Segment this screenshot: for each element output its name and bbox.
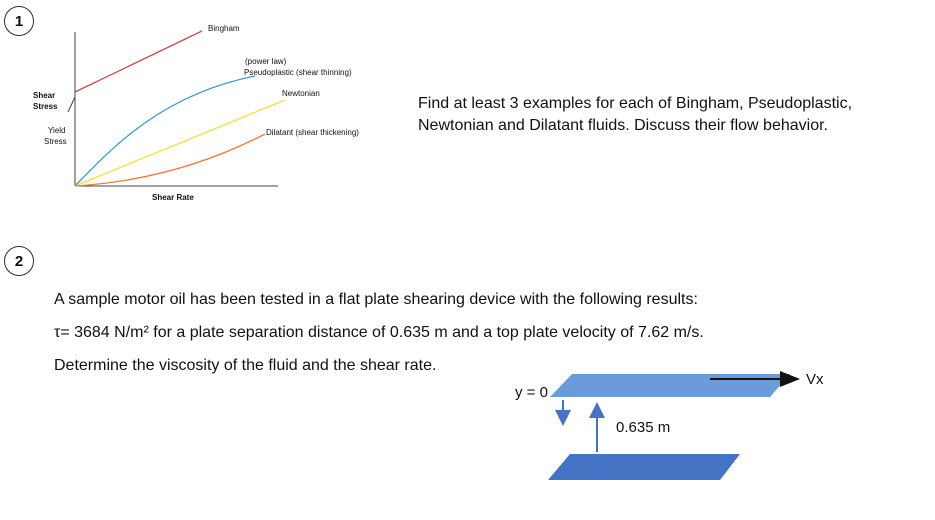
series-label-dilatant: Dilatant (shear thickening) <box>266 128 359 137</box>
shear-stress-pointer <box>68 97 75 112</box>
y-axis-label-line1: Shear <box>33 91 56 100</box>
problem2-line3: Determine the viscosity of the fluid and the shear rate. <box>54 357 437 374</box>
bottom-plate <box>548 454 740 480</box>
yield-stress-label-line2: Stress <box>44 137 67 146</box>
rheology-chart <box>0 0 400 215</box>
top-plate <box>550 374 790 397</box>
problem2-line2: τ= 3684 N/m² for a plate separation distance of 0.635 m and a top plate velocity of 7.62 m/s. <box>54 324 704 341</box>
gap-distance-label: 0.635 m <box>616 419 671 436</box>
y-axis-label-line2: Stress <box>33 102 58 111</box>
problem-number: 2 <box>14 252 24 270</box>
series-label-pseudoplastic-line1: (power law) <box>245 57 287 66</box>
x-axis-label: Shear Rate <box>152 193 194 202</box>
series-label-bingham: Bingham <box>208 24 240 33</box>
series-line-pseudoplastic <box>75 76 255 186</box>
yield-stress-label-line1: Yield <box>48 126 66 135</box>
series-line-dilatant <box>75 134 265 186</box>
shear-plate-diagram <box>500 360 840 485</box>
y-origin-label: y = 0 <box>515 384 548 401</box>
velocity-label: Vx <box>806 371 824 388</box>
problem-number-badge <box>4 246 34 276</box>
series-label-newtonian: Newtonian <box>282 89 320 98</box>
series-label-pseudoplastic-line2: Pseudoplastic (shear thinning) <box>244 68 352 77</box>
problem1-question: Find at least 3 examples for each of Bingham, Pseudoplastic, Newtonian and Dilatant fluids. Discuss their flow behavior. <box>418 95 853 134</box>
series-line-bingham <box>75 31 202 92</box>
problem2-line1: A sample motor oil has been tested in a flat plate shearing device with the following results: <box>54 291 698 308</box>
problem-number: 1 <box>14 12 24 30</box>
series-line-newtonian <box>75 100 285 186</box>
